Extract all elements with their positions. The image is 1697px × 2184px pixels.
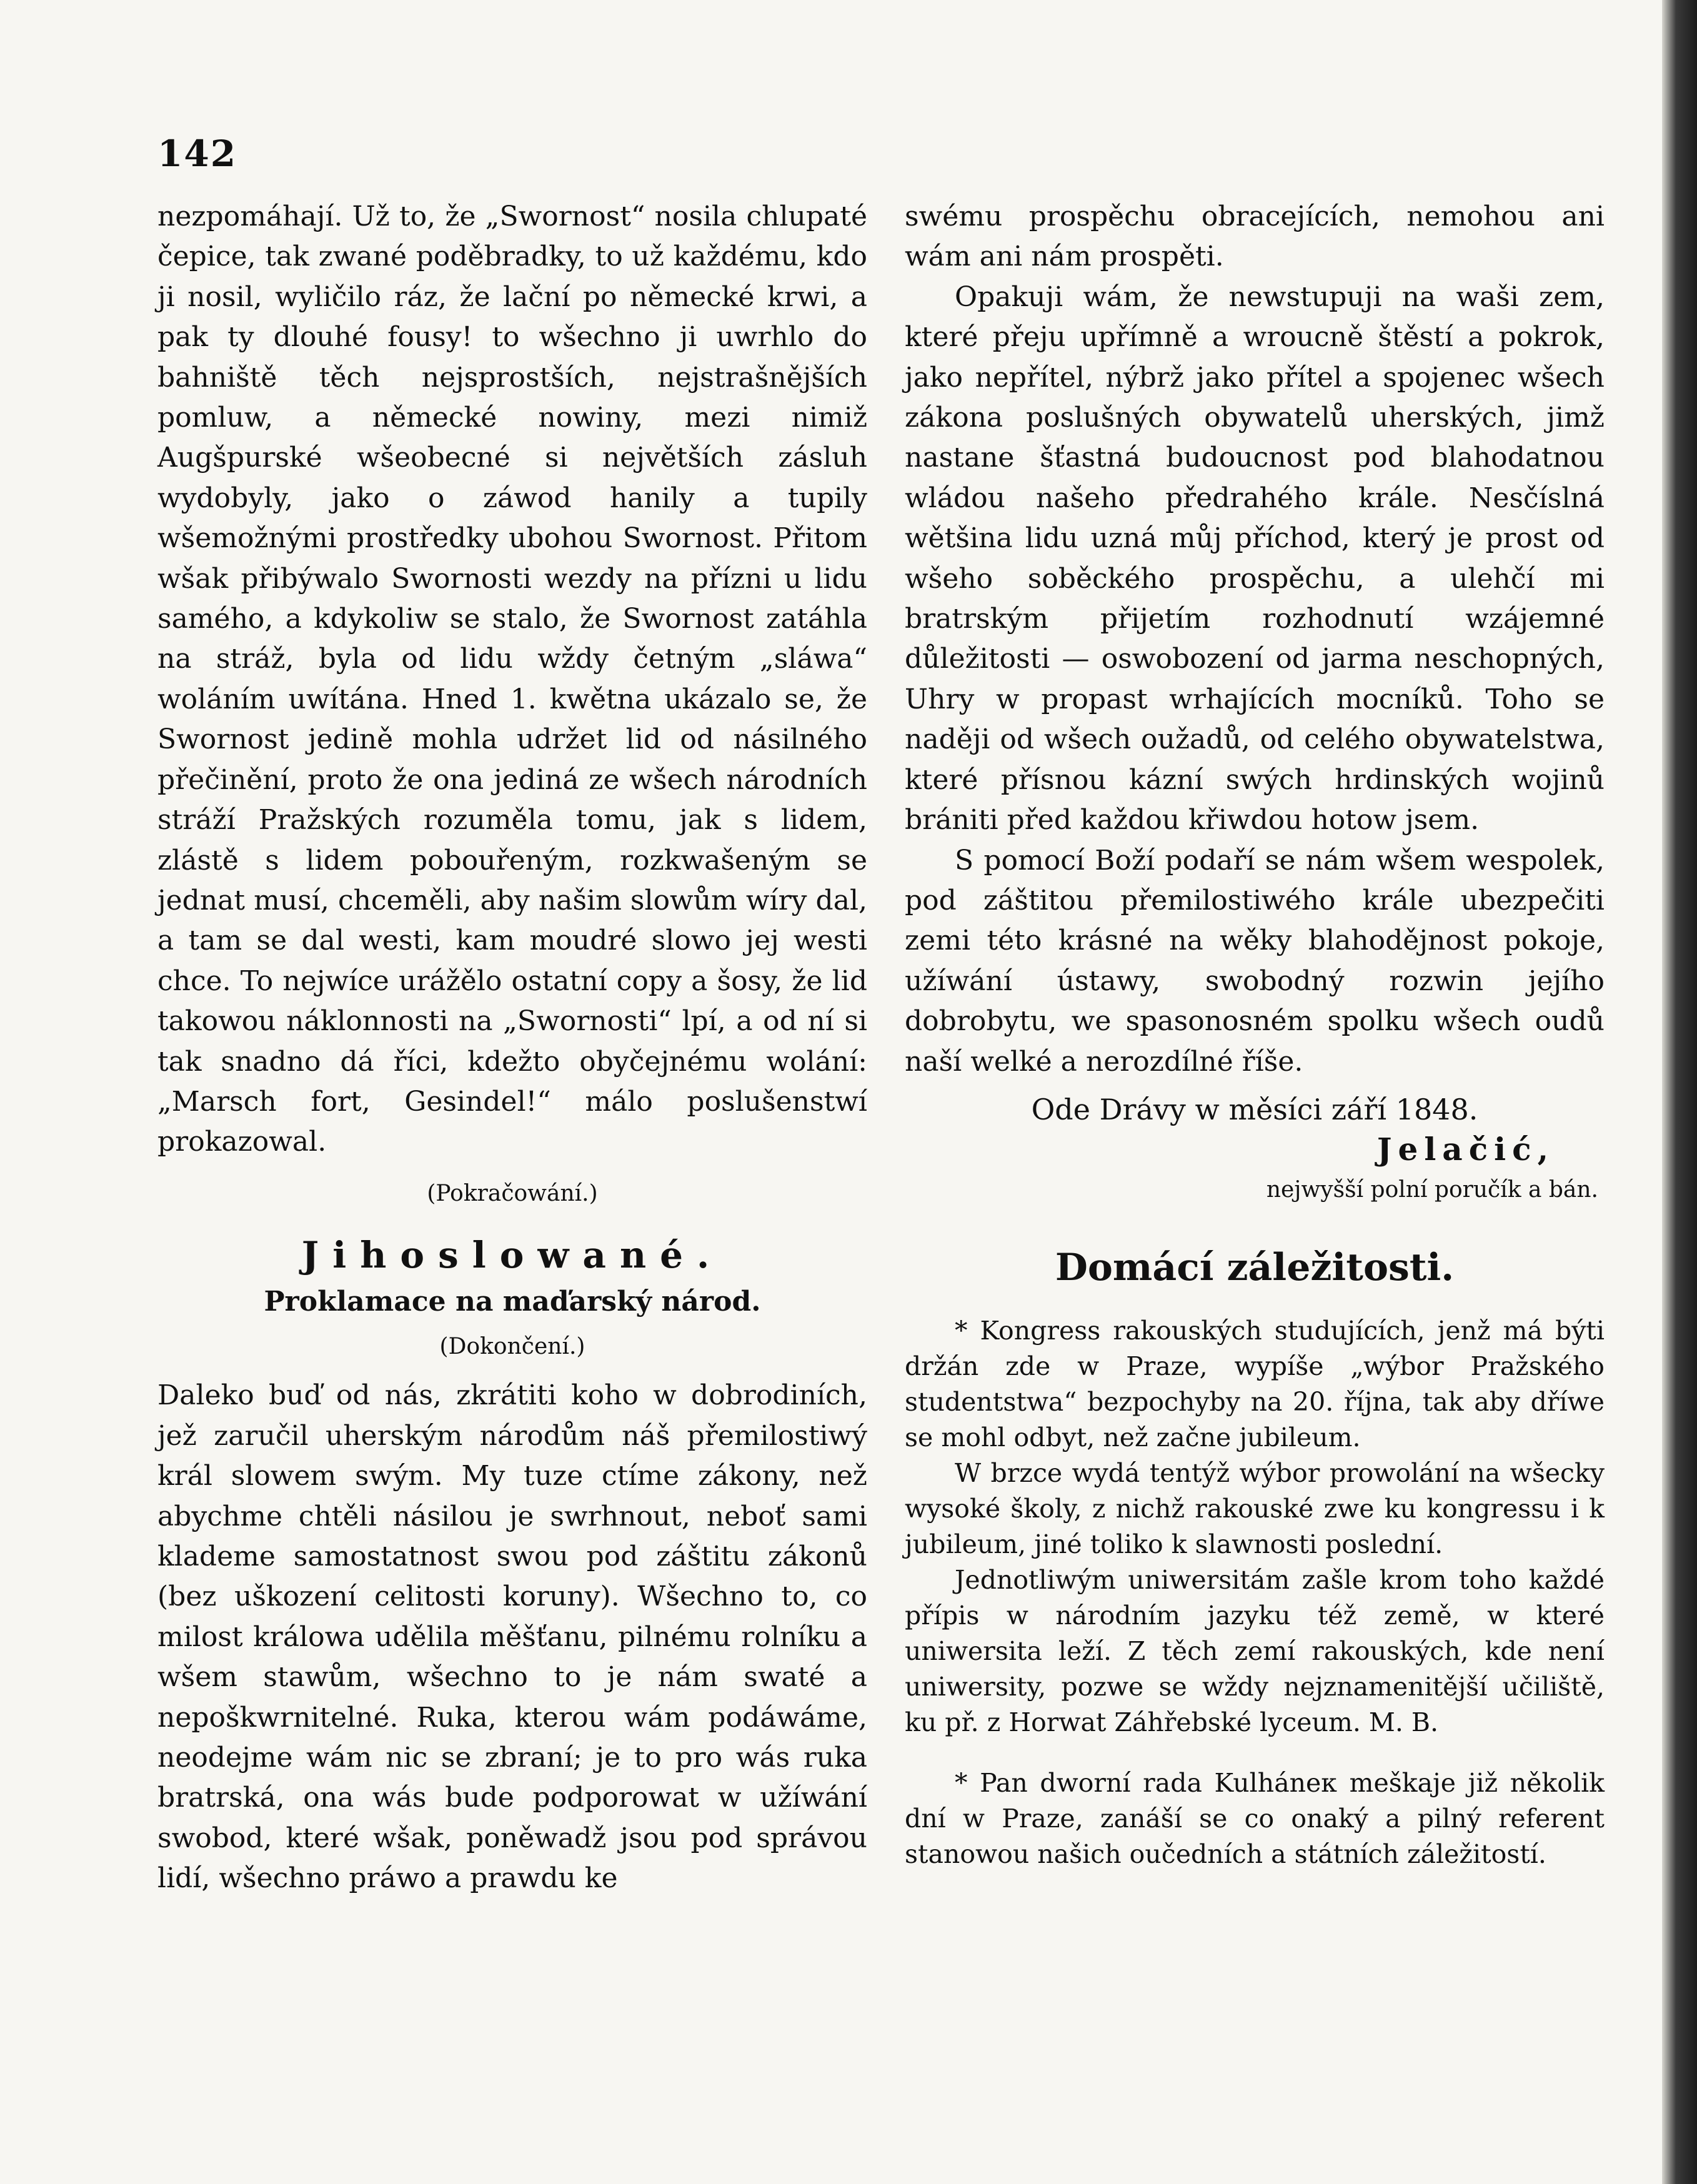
page-edge-shadow xyxy=(1662,0,1697,2184)
left-column xyxy=(157,197,867,1899)
note-uniwersity: Jednotliwým uniwersitám zašle krom toho každé přípis w národním jazyku též země, w které uniwersita leží. Z těch zemí rakouských, kde není uniwersity, pozwe se wždy nejznamenitější učiliště, ku př. z Horwat Záhřebské lyceum. M. B. xyxy=(905,1564,1605,1737)
note-kulhanek: * Pan dworní rada Kulháneк meškaje již několik dní w Praze, zanáší se co onaký a pilný referent stanowou našich oučedních a státních záležitostí. xyxy=(905,1767,1605,1869)
paragraph-opakuji: Opakuji wám, že newstupuji na waši zem, které přeju upřímně a wroucně štěstí a pokrok, jako nepřítel, nýbrž jako přítel a spojenec wšech zákona poslušných obywatelů uherských, jimž nastane šťastná budoucnost pod blahodatnou wládou našeho předrahého krále. Nesčíslná wětšina lidu uzná můj příchod, který je prost od wšeho soběckého prospěchu, a ulehčí mi bratrským přijetím rozhodnutí wzájemné důležitosti — oswobození od jarma neschopných, Uhry w propast wrhajících mocníků. Toho se naději od wšech oužadů, od celého obywatelstwa, které přísnou kázní swých hrdinských wojinů brániti před každou křiwdou hotow jsem. xyxy=(905,280,1605,836)
note-prowolani: W brzce wydá tentýž wýbor prowolání na wšecky wysoké školy, z nichž rakouské zwe ku kongressu i k jubileum, jiné toliko k slawnosti poslední. xyxy=(905,1457,1605,1559)
signature: Jelačić, xyxy=(1376,1131,1555,1168)
paragraph-continuation: swému prospěchu obracejících, nemohou ani wám ani nám prospěti. xyxy=(905,201,1605,273)
news-notes xyxy=(905,1313,1605,1872)
right-column xyxy=(905,197,1605,1872)
paragraph-swornost: nezpomáhají. Už to, že „Swornost“ nosila chlupaté čepice, tak zwané poděbradky, to už každému, kdo ji nosil, wyličilo ráz, že lační po německé krwi, a pak ty dlouhé fousy! to wšechno ji uwrhlo do bahniště těch nejsprostších, nejstrašnějších pomluw, a německé nowiny, mezi nimiž Augšpurské wšeobecné si největších zásluh wydobyly, jako o záwod hanily a tupily wšemožnými prostředky ubohou Swornost. Přitom wšak přibýwalo Swornosti wezdy na přízni u lidu samého, a kdykoliw se stalo, že Swornost zatáhla na stráž, byla od lidu wždy četným „sláwa“ woláním uwítána. Hned 1. kwětna ukázalo se, že Swornost jedině mohla udržet lid od násilného přečinění, proto že ona jediná ze wšech národních stráží Pražských rozuměla tomu, jak s lidem, zlástě s lidem pobouřeným, rozkwašeným se jednat musí, chceměli, aby našim slowům wíry dal, a tam se dal westi, kam moudré slowo jej westi chce. To nejwíce urážělo ostatní copy a šosy, že lid takowou náklonnosti na „Swornosti“ lpí, a od ní si tak snadno dá říci, kdežto obyčejnému wolání: „Marsch fort, Gesindel!“ málo poslušenstwí prokazowal. xyxy=(157,201,867,1158)
paragraph-s-pomoci: S pomocí Boží podaří se nám wšem wespolek, pod záštitou přemilostiwého krále ubezpečiti zemi této krásné na wěky blahodějnost pokoje, užíwání ústawy, swobodný rozwin jejího dobrobytu, we spasonosném spolku wšech oudů naší welké a nerozdílné říše. xyxy=(905,844,1605,1078)
continued-note: (Pokračowání.) xyxy=(427,1180,598,1206)
paragraph-proclamation: Daleko buď od nás, zkrátiti koho w dobrodiních, jež zaručil uherským národům náš přemilostiwý král slowem swým. My tuze ctíme zákony, než abychme chtěli násilou je swrhnout, neboť sami klademe samostatnost swou pod záštitu zákonů (bez uškození celitosti koruny). Wšechno to, co milost králowa udělila měšťanu, pilnému rolníku a wšem stawům, wšechno to je nám swaté a nepoškwrnitelné. Ruka, kterou wám podáwáme, neodejme wám nic se zbraní; je to pro wás ruka bratrská, ona wás bude podporowat w užíwání swobod, které wšak, poněwadž jsou pod správou lidí, wšechno práwo a prawdu ke xyxy=(157,1379,867,1895)
signature-title: nejwyšší polní poručík a bán. xyxy=(1266,1176,1598,1203)
note-kongress: * Kongress rakouských studujících, jenž má býti držán zde w Praze, wypíše „wýbor Pražského studentstwa“ bezpochyby na 20. října, tak aby dříwe se mohl odbyt, než začne jubileum. xyxy=(905,1315,1605,1452)
concluded-note: (Dokončení.) xyxy=(439,1333,585,1359)
section-title-domaci: Domácí záležitosti. xyxy=(1055,1246,1455,1290)
proclamation-subtitle: Proklamace na maďarský národ. xyxy=(264,1285,761,1318)
date-line: Ode Drávy w měsíci září 1848. xyxy=(1031,1092,1478,1126)
page-number: 142 xyxy=(157,132,237,175)
section-title-jihoslowane: Jihoslowané. xyxy=(301,1234,724,1277)
